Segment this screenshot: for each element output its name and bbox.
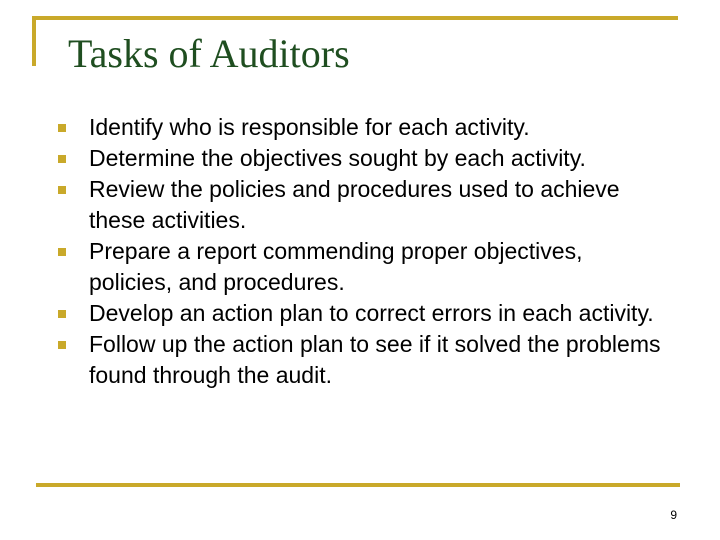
bullet-text-3: Review the policies and procedures used to achieve these activities. — [89, 176, 620, 233]
bullet-item-1 — [58, 112, 668, 143]
bullet-text-5: Develop an action plan to correct errors in each activity. — [89, 300, 654, 326]
top-frame-line — [32, 16, 678, 20]
bullet-item-4 — [58, 236, 668, 298]
bullet-text-6: Follow up the action plan to see if it solved the problems found through the audit. — [89, 331, 661, 388]
bullet-text-1: Identify who is responsible for each activity. — [89, 114, 530, 140]
bullet-list — [58, 112, 668, 391]
square-bullet-icon — [58, 155, 66, 163]
slide-title: Tasks of Auditors — [68, 31, 350, 76]
bullet-item-6 — [58, 329, 668, 391]
bullet-item-5 — [58, 298, 668, 329]
square-bullet-icon — [58, 186, 66, 194]
square-bullet-icon — [58, 310, 66, 318]
bullet-item-2 — [58, 143, 668, 174]
page-number: 9 — [670, 508, 677, 522]
bottom-frame-line — [36, 483, 680, 487]
bullet-text-4: Prepare a report commending proper objectives, policies, and procedures. — [89, 238, 583, 295]
left-frame-line — [32, 16, 36, 66]
bullet-item-3 — [58, 174, 668, 236]
bullet-text-2: Determine the objectives sought by each activity. — [89, 145, 586, 171]
square-bullet-icon — [58, 124, 66, 132]
square-bullet-icon — [58, 341, 66, 349]
square-bullet-icon — [58, 248, 66, 256]
